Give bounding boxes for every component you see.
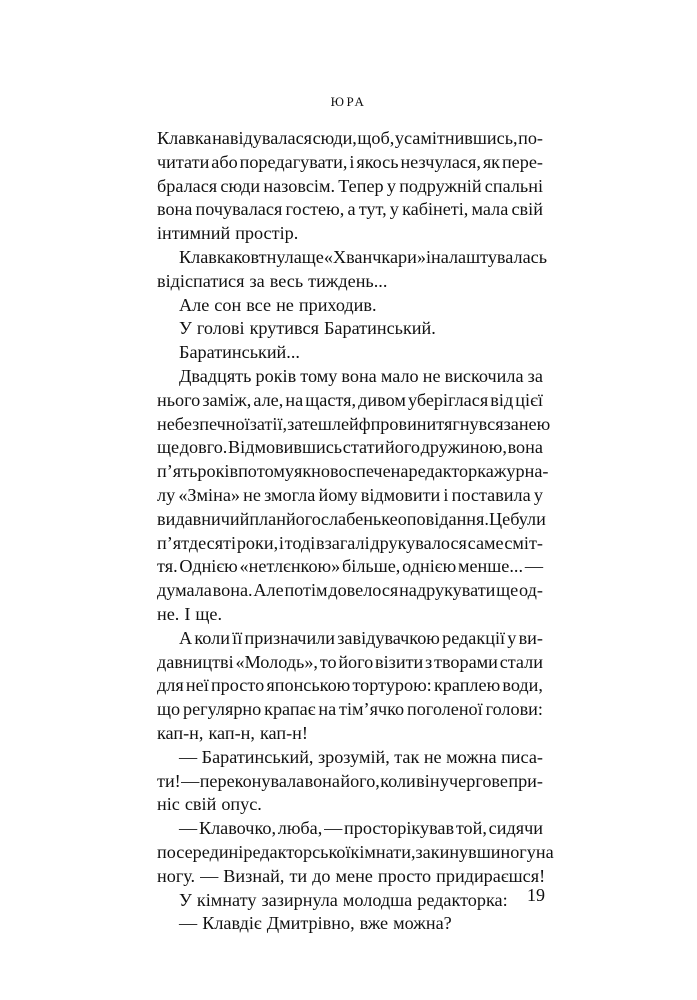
text-line: не. І ще.: [157, 603, 223, 624]
text-line: вона почувалася гостею, а тут, у кабінеті, мала свій: [157, 199, 543, 220]
text-line: — Баратинський, зрозумій, так не можна писа-: [179, 746, 543, 767]
text-line: посередині редакторської кімнати, закинувши ногу на: [157, 841, 554, 862]
text-line: У кімнату зазирнула молодша редакторка:: [179, 889, 508, 910]
text-line: для неї просто японською тортурою: краплею води,: [157, 675, 543, 696]
text-line: Двадцять років тому вона мало не вискочила за: [179, 365, 543, 386]
text-line: ніс свій опус.: [157, 794, 262, 815]
text-line: відіспатися за весь тиждень...: [157, 270, 388, 291]
text-line: кап-н, кап-н, кап-н!: [157, 722, 308, 743]
text-line: У голові крутився Баратинський.: [179, 318, 436, 339]
text-line: думала вона. Але потім довелося надрукувати ще од-: [157, 580, 543, 601]
running-header: ЮРА: [330, 94, 367, 109]
text-line: А коли її призначили завідувачкою редакції у ви-: [179, 627, 543, 648]
text-line: ще довго. Відмовившись стати його дружиною, вона: [157, 437, 543, 458]
text-line: п’ятдесяті роки, і тоді взагалі друкувалося саме сміт-: [157, 532, 543, 553]
text-line: Баратинський...: [179, 342, 300, 363]
text-line: читати або поредагувати, і якось незчулася, як пере-: [157, 151, 543, 172]
text-line: п’ять років по тому як новоспечена редакторка журна-: [157, 461, 549, 482]
text-line: ногу. — Визнай, ти до мене просто придираєшся!: [157, 865, 546, 886]
text-line: що регулярно крапає на тім’ячко поголеної голови:: [157, 699, 543, 720]
text-line: видавничий план його слабеньке оповідання. Це були: [157, 508, 546, 529]
text-line: Клавка навідувалася сюди, щоб, усамітнившись, по-: [157, 128, 543, 148]
page-number: 19: [527, 885, 545, 905]
text-line: тя. Однією «нетлєнкою» більше, однією менше... —: [157, 556, 543, 577]
text-line: Але сон все не приходив.: [179, 294, 377, 315]
text-line: — Клавочко, люба, — просторікував той, сидячи: [179, 818, 543, 839]
text-line: нього заміж, але, на щастя, дивом уберіглася від цієї: [157, 389, 543, 410]
text-line: Клавка ковтнула ще «Хванчкари» і налаштувалась: [179, 246, 548, 267]
text-line: інтимний простір.: [157, 223, 299, 244]
body-text: [157, 127, 554, 936]
text-line: — Клавдіє Дмитрівно, вже можна?: [179, 913, 452, 934]
text-line: лу «Зміна» не змогла йому відмовити і поставила у: [157, 484, 543, 505]
text-line: ти! — переконувала вона його, коли він учергове при-: [157, 770, 543, 791]
text-line: небезпечної затії, зате шлейф провини тягнувся за нею: [157, 413, 551, 434]
text-line: бралася сюди назовсім. Тепер у подружній спальні: [157, 175, 543, 196]
text-line: давництві «Молодь», то його візити з творами стали: [157, 651, 543, 672]
